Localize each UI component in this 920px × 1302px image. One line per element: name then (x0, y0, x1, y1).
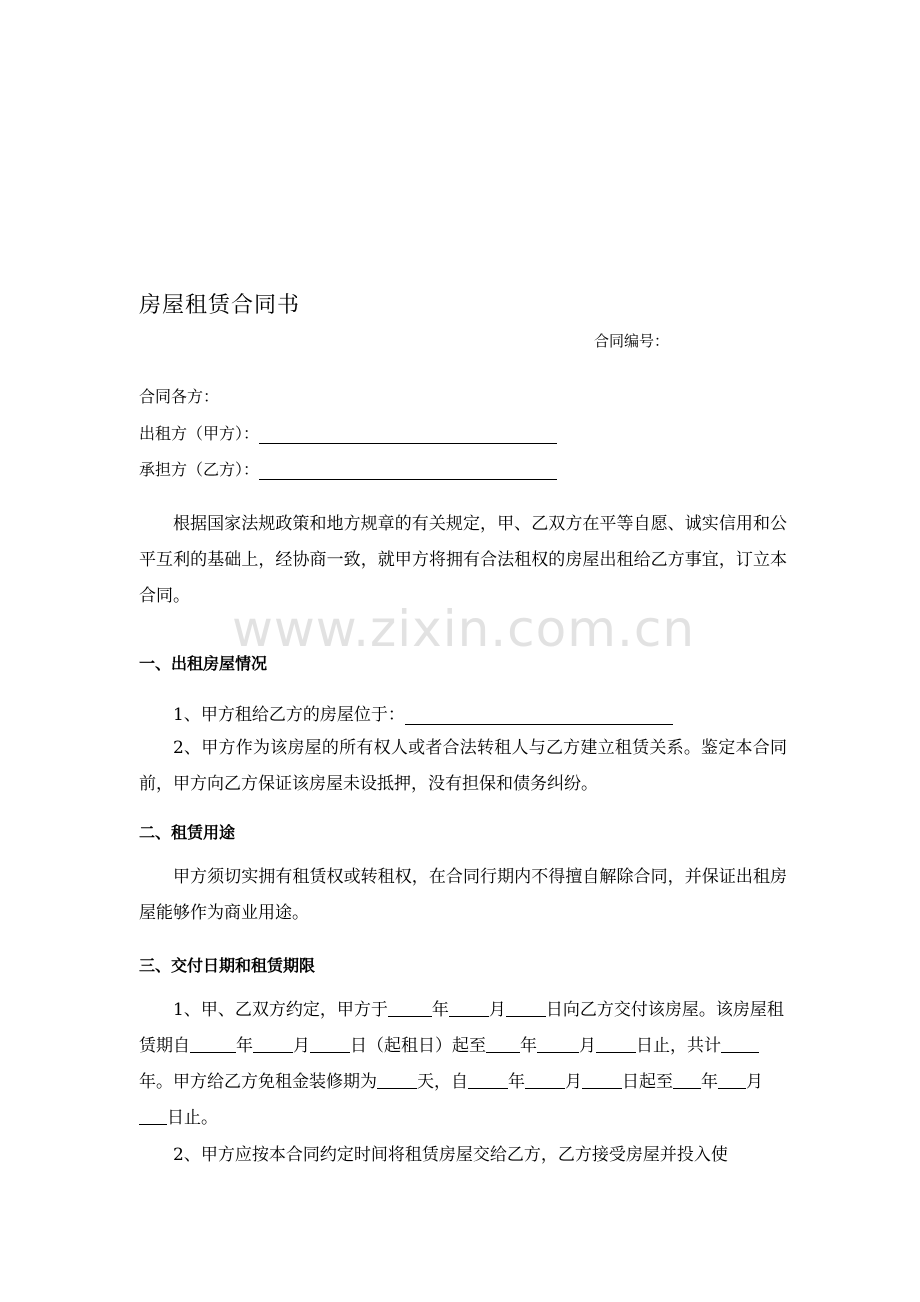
document-title: 房屋租赁合同书 (139, 293, 301, 318)
parties-label: 合同各方： (139, 387, 220, 406)
blank (486, 1036, 520, 1053)
s3-text: 月 (746, 1072, 763, 1092)
s3-text: 日起至 (622, 1072, 673, 1092)
s3-text: 年 (701, 1072, 718, 1092)
section3-item1 (139, 992, 787, 1136)
address-blank (405, 706, 673, 725)
blank (449, 1000, 489, 1017)
blank (596, 1036, 636, 1053)
section2-heading: 二、租赁用途 (139, 823, 236, 842)
lessor-label: 出租方（甲方）： (139, 424, 260, 443)
section3-item2: 2、甲方应按本合同约定时间将租赁房屋交给乙方，乙方接受房屋并投入使 (173, 1145, 728, 1165)
lessee-line (139, 457, 557, 480)
watermark: www.zixin.com.cn (232, 600, 696, 658)
blank (506, 1000, 546, 1017)
lessor-blank (259, 425, 557, 444)
s3-text: 年 (520, 1036, 537, 1056)
s3-text: 天，自 (417, 1072, 468, 1092)
s3-text: 1、甲、乙双方约定，甲方于 (173, 1000, 388, 1020)
section1-heading: 一、出租房屋情况 (139, 654, 268, 673)
blank (310, 1036, 350, 1053)
s3-text: 日（起租日）起至 (350, 1036, 486, 1056)
lessee-label: 承担方（乙方）： (139, 460, 260, 479)
lessor-line (139, 421, 557, 444)
s3-text: 月 (293, 1036, 310, 1056)
s3-text: 年 (431, 1000, 449, 1020)
lessee-blank (259, 461, 557, 480)
section2-paragraph: 甲方须切实拥有租赁权或转租权，在合同行期内不得擅自解除合同，并保证出租房屋能够作为商业用途。 (139, 867, 787, 923)
blank (377, 1072, 417, 1089)
blank (525, 1072, 565, 1089)
preamble-paragraph: 根据国家法规政策和地方规章的有关规定，甲、乙双方在平等自愿、诚实信用和公平互利的基础上，经协商一致，就甲方将拥有合法租权的房屋出租给乙方事宜，订立本合同。 (139, 514, 787, 606)
section1-item1-text: 1、甲方租给乙方的房屋位于： (173, 705, 405, 725)
s3-text: 日向乙方交付该房屋。该房屋租赁期自 (139, 1000, 784, 1056)
s3-text: 月 (565, 1072, 582, 1092)
blank (139, 1108, 167, 1125)
blank (253, 1036, 293, 1053)
section3-heading: 三、交付日期和租赁期限 (139, 956, 316, 975)
blank (190, 1036, 236, 1053)
blank (582, 1072, 622, 1089)
s3-text: 年 (508, 1072, 525, 1092)
blank (537, 1036, 579, 1053)
s3-text: 日止，共计 (636, 1036, 721, 1056)
blank (673, 1072, 701, 1089)
blank (388, 1000, 432, 1017)
blank (718, 1072, 746, 1089)
blank (721, 1036, 759, 1053)
contract-number-label: 合同编号： (594, 332, 670, 350)
blank (468, 1072, 508, 1089)
s3-text: 年 (236, 1036, 253, 1056)
s3-text: 年。甲方给乙方免租金装修期为 (139, 1072, 377, 1092)
section1-item1 (173, 700, 673, 725)
section1-item2: 2、甲方作为该房屋的所有权人或者合法转租人与乙方建立租赁关系。鉴定本合同前，甲方向乙方保证该房屋未设抵押，没有担保和债务纠纷。 (139, 738, 787, 794)
s3-text: 月 (579, 1036, 596, 1056)
s3-text: 日止。 (167, 1108, 218, 1128)
s3-text: 月 (488, 1000, 506, 1020)
